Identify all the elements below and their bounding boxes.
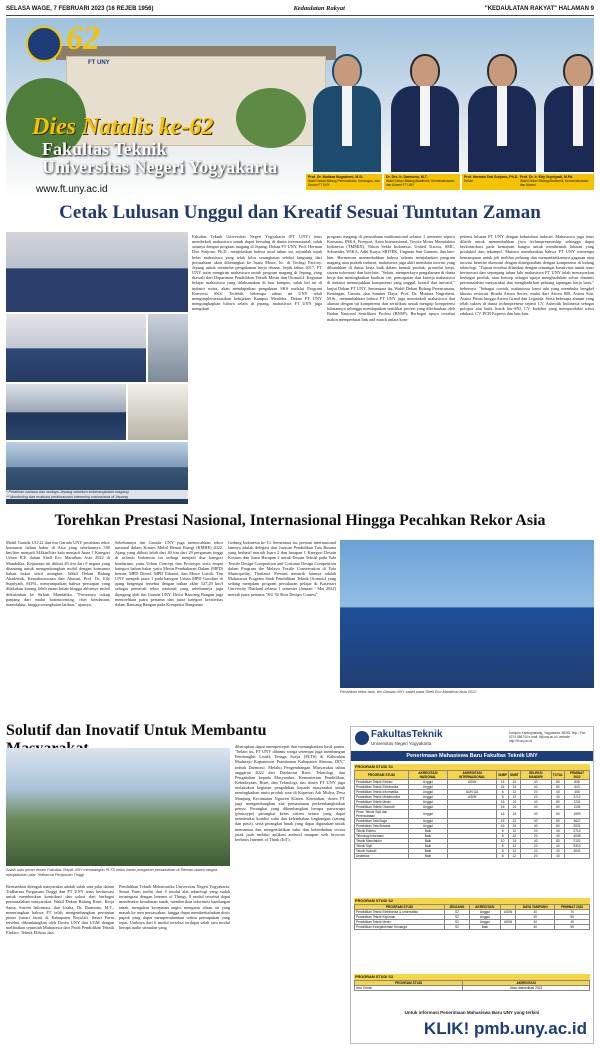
table-cell: 3712 [565, 795, 590, 800]
table-cell: 40 [520, 780, 551, 785]
ad-banner-title: Penerimaan Mahasiswa Baru Fakultas Teknik UNY [351, 751, 593, 761]
table-cell: 55 [555, 915, 590, 920]
table-cell: 40 [520, 819, 551, 824]
table-cell: 80 [551, 819, 564, 824]
table-header-cell: AKREDITASI INTERNASIONAL [448, 771, 497, 780]
table-cell: 5313 [565, 844, 590, 849]
table-header-cell: SNBP [497, 771, 509, 780]
article3-caption: Salah satu peran dosen Fakultas Teknik UNY membangun PLTS untuk bantu pengairan persawahan di Sleman dalam rangka menjalankan pilar Tridharma Perguruan Tinggi [6, 868, 218, 877]
official-caption: Dr. Drs. Ir. Darmono, M.T. Wakil Dekan Bidang Akademik, Kemahasiswaan dan Alumni FT UNY [384, 174, 460, 190]
table-cell: Teknik Industri [355, 849, 409, 854]
table-cell: 24 [509, 819, 521, 824]
page-header [6, 2, 594, 16]
table-cell: Pendidikan Teknik Mesin [355, 800, 409, 805]
table-cell: Unggul [408, 790, 448, 795]
table-cell: Arsitektur [355, 854, 409, 859]
official-portrait [391, 54, 459, 172]
pmb-link[interactable]: KLIK! pmb.uny.ac.id [423, 1019, 587, 1038]
table-cell [448, 854, 497, 859]
table-header-cell: AKREDITASI NASIONAL [408, 771, 448, 780]
table-cell: 40 [551, 854, 564, 859]
table-cell: Pendidikan Teknik Kejuruan [355, 915, 445, 920]
table-cell: 12 [509, 849, 521, 854]
table-cell: Pendidikan Tata Boga [355, 819, 409, 824]
table-cell: AUN QA [448, 790, 497, 795]
table-cell: S2 [444, 915, 469, 920]
table-cell: 49 [555, 920, 590, 925]
table-cell: Unggul [469, 910, 500, 915]
table-cell: Pendidikan Teknik Elektro [355, 780, 409, 785]
table-cell: Pendidikan Tata Busana [355, 824, 409, 829]
table-cell: ASIIN [500, 910, 516, 915]
s1-table-block [354, 764, 590, 859]
article2-col2: Sebelumnya tim Garuda UNY juga memecahkan rekor nasional dalam Kontes Mobil Hemat Energi (KMHE) 2022. Ajang yang diikuti lebih dari 40 tim dari 29 perguruan tinggi di seluruh Indonesia ini terbagi menjadi dua kategori kendaraan, yaitu Urban Concept dan Prototype serta empat kategori bahan bakar yaitu Mesin Pembakaran Dalam (MPD) bensin, MPD Diesel, MPD Ethanol, dan Motor Listrik. Tim UNY menjadi juara 1 pada kategori Urban MPD Gasoline di ajang bergengsi tersebut dengan raihan akhir 527,29 km/l sebagai pemecah rekor nasional yang sebelumnya juga dipegang oleh tim Garuda UNY. Divisi Rancang Bangun juga menorehkan juara pertama dan juara kategori kreativitas dalam Rancang Bangun pada Kompetisi Bangunan [115, 540, 223, 607]
s3-table [354, 980, 590, 991]
table-cell: 40 [520, 785, 551, 790]
table-cell: Pendidikan Teknik Informatika [355, 790, 409, 795]
faculty-name: Fakultas Teknik [42, 139, 167, 159]
table-cell: 40 [516, 910, 555, 915]
table-cell: Baik [408, 854, 448, 859]
date-line: SELASA WAGE, 7 FEBRUARI 2023 (16 REJEB 1956) [6, 5, 154, 12]
table-cell: 40 [551, 844, 564, 849]
student-photo [148, 314, 188, 382]
table-cell: 80 [551, 839, 564, 844]
official-portrait [544, 54, 594, 172]
table-cell: 20 [520, 829, 551, 834]
dies-natalis-banner [6, 18, 594, 200]
table-cell: ASIIN [448, 795, 497, 800]
table-cell: 4641 [565, 849, 590, 854]
table-cell: 55 [555, 925, 590, 930]
table-header-cell: PEMINAT 2022 [565, 771, 590, 780]
table-cell: 8 [497, 834, 509, 839]
table-cell: 40 [516, 915, 555, 920]
table-cell: Baik [408, 834, 448, 839]
table-cell: 406 [565, 790, 590, 795]
table-cell: 2931 [565, 824, 590, 829]
official-portrait [313, 54, 381, 172]
table-cell: Pendidikan Kesejahteraan Keluarga [355, 925, 445, 930]
table-cell: S2 [444, 920, 469, 925]
garuda-team-photo [340, 540, 594, 688]
table-cell: Unggul [469, 915, 500, 920]
article1-headline: Cetak Lulusan Unggul dan Kreatif Sesuai Tuntutan Zaman [59, 202, 541, 223]
article3-col3: diharapkan dapat mempercepat dan meningkatkan hasil panen. "Selain itu, FT UNY dibantu warga setempat juga membangun Pembangkit Listrik Tenaga Surya (PLTS) di Kalurahan Madurejo Kapanewon Prambanan Kabupaten Sleman, DIY," imbuh Darmono. Melalui Pengembangan Masyarakat tahun anggaran 2022 dari Direktorat Riset, Teknologi, dan Pengabdian kepada Masyarakat, Kementerian Pendidikan, Kebudayaan, Riset, dan Teknologi, tim dosen FT UNY juga melakukan kegiatan pengabdian kepada masyarakat untuk meningkatkan mutu produk sour di Koperasi Adi Mulya, Desa Manjung Kecamatan Ngawen Klaten. Kemudian, dosen FT juga mengembangkan alat pemantauan perkembangbiakan penyu. Perangkat yang dikembangkan berupa purwarupa (prototype) perangkat keras sistem sensor yang dapat mendeteksi kondisi suhu dan kelembaban lingkungan (sarang dan pasir), serta perangkat lunak yang dapat digunakan untuk memantau dan mengendalikan suhu dan kelembaban secara jarak jauh melalui aplikasi android maupun web browser berbasis Internet of Think (IoT). [235, 744, 345, 842]
table-cell: 20 [520, 854, 551, 859]
table-cell: Pendidikan Teknik Mesin [355, 920, 445, 925]
table-cell: 20 [520, 849, 551, 854]
table-header-cell: PEMINAT 2022 [555, 905, 590, 910]
table-cell: S2 [444, 910, 469, 915]
table-cell: 24 [509, 785, 521, 790]
table-cell: Teknik Sipil [355, 844, 409, 849]
article1-captions: * Pelatihan bahasa dan budaya Jepang sebelum keberangkatan magang ** Monitoring dan evaluasi pelaksanaan internship mahasiswa di Jepang [6, 490, 188, 499]
article3-headline: Solutif dan Inovatif Untuk Membantu [6, 722, 267, 739]
official-caption: Prof. Herman Dwi Surjono, Ph.D. Dekan [462, 174, 538, 190]
table-cell: 8 [497, 849, 509, 854]
table-cell: 8 [497, 844, 509, 849]
article1-col3: petensi lulusan FT UNY dengan kebutuhan industri. Mahasiswa juga terus dilatih untuk menumbuhkan jiwa technopreneurship sehingga dapat berkontribusi pada kemajuan bangsa untuk membentuk lulusan yang produktif dan tekampil. Mutiara menekankan bahwa FT UNY menempa kemampuan untuk jeli melihat peluang dan memanfaatkannya gagasan atau inovasi bernilai ekonomi dengan dintegrasikan dengan kompetensi di bidang teknologi. "Tujuan tersebut dilandasi dengan semangat kreativitas untuk terus berinovasi dan sepanjang tahun lalu mahasiswa FT UNY telah menawarkan berbagai produk, atau konsep sebagai upaya menghadirkan solusi dinamis permasalahan masyarakat dan menghadirkan peluang tapangan kerja baru," bebernya. "Sebagai contoh, mahasiswa kami ada yang membuka bengkel khusus restorasi Honda Astrea Series, mulai dari Astrea 800, Astrea Star, Astrea Prima hingga Astrea Grand dan Legenda. Serta beberapa alumni yang telah sukses di dunia technopreneur seperti CV. Asbeotik Indonesia sebagai polopor alat batik listrik ber-SNI, CV. Indobot yang memproduksi robot edukasi, CV. PCB Express dan lain-lain. [460, 234, 594, 317]
article2-headline: Torehkan Prestasi Nasional, Internasional Hingga Pecahkan Rekor Asia [54, 512, 546, 529]
table-cell: ASIIN [500, 920, 516, 925]
table-cell: 40 [520, 800, 551, 805]
article1-col2: program magang di perusahaan multinasional selama 1 semester seperti Komatsu, INKA, Freeport, Astra Internasional, Toyota Motor Manufaktur Indonesia (TMMIN), Nihon Sekki Indonesia, United Tractor, SMC, Schneider, WIKA, Adhi Karya, SRITEK, Ungaran Sari Garmen, dan lain-lain. Hermawan menambahkan bahwa selama menjalankan program magang atau praktik industri, mahasiswa juga aktif membuat inovasi yang dibutuhkan di dunia kerja baik dalam bentuk produk, prosedur kerja, sistem informasi dan lain-lain. "Selain, memperkaya pengalaman di dunia kerja dan meningkatkan kualitas ciri, pencapaian dan kinerja mahasiswa di industri menunjukkan kompetensi yang unggul, kreatif dan inovatif," lanjut Dekan FT UNY. Sementara itu, Wakil Dekan Bidang Perencanaan, Keuangan, Umum, dan Sumber Daya, Prof. Dr. Mutiara Nugraheni, M.Si., menambahkan bahwa FT UNY juga membekali mahasiswa dan alumni dengan uji kompetensi dan sertifikasi untuk menguji kompetensi lulusannya sehingga mendapatkan sertifikat profesi yang dikeluarkan oleh Badan Nasional Sertifikasi Profesi (BNSP). Berbagai upaya tersebut makin memperkuat link and match antara kom- [327, 234, 455, 322]
masthead: Kedaulatan Rakyat [293, 5, 345, 12]
plts-photo [6, 748, 230, 866]
table-cell: Unggul [408, 810, 448, 819]
banner-title: Dies Natalis ke-62 [32, 114, 214, 140]
table-cell: 16 [497, 785, 509, 790]
official-caption: Prof. Dr. Ir. Edy Supriyadi, M.Pd. Wakil Dekan Bidang Akademik, Kemahasiswaan dan Alumni [518, 174, 594, 190]
meeting-photo [128, 384, 188, 440]
table-cell: 80 [551, 780, 564, 785]
table-cell: Teknologi Informasi [355, 834, 409, 839]
classroom-photo [6, 314, 146, 382]
table-header-cell: JENJANG [444, 905, 469, 910]
article3-col1: Bermanfaat ditengah masyarakat adalah salah satu pilar dalam Tridharma Perguruan Tinggi dan FT UNY terus berinovasi untuk memberikan kontribusi dan solusi dari berbagai permasalahan masyarakat. Wakil Dekan Bidang Riset, Kerja Sama, Sistem Informasi, dan Usaha, Dr. Darmono, M.T., menerangkan bahwa FT telah mengembangkan pertanian pintar (smart farm) di Kabupaten Boyolali. Smart Farm tersebut dikembangkan oleh Dosen UNY dan UGM dengan melibatkan sejumlah Mahasiswa dari Prodi Pendidikan Teknik Elektro, Teknik Elektro dan [6, 884, 114, 936]
article2-col1: Mobil Garuda UG-22 dan tim Garuda UNY pecahkan rekor konsumsi bahan bakar di Asia yang sebelumnya 500 km/liter menjadi 544km/liter kala menjadi Juara 1 Kategori Urban ICE dalam Shell Eco Marathon Asia 2022 di Mandalika. Kejuaraan ini diikuti 49 tim dari 9 negara yang ditantang untuk mengembangkan mobil dengan konsumsi bahan bakar seirit mungkin. Wakil Dekan Bidang Akademik, Kemahasiswaan dan Alumni, Prof. Dr. Edy Supriyadi, M.Pd., menyampaikan bahwa persiapan yang dilakukan kurang lebih enam bulan hingga akhirnya mobil diikirimkan ke Sirkuit Mandalika. "Prosesnya cukup panjang dari mulai brainstorming, riset kendaraan, manufaktur, hingga serangkaian latihan," ujarnya. [6, 540, 110, 607]
table-cell: Teknik Manufaktur [355, 839, 409, 844]
table-cell: Unggul [408, 824, 448, 829]
table-cell: Teknik Elektro [355, 829, 409, 834]
table-cell: S2 [444, 925, 469, 930]
official-caption: Prof. Dr. Mutiara Nugraheni, M.Si. Wakil Dekan Bidang Perencanaan, Keuangan, dan Umum FT UNY [306, 174, 382, 190]
table-cell [500, 925, 516, 930]
article2-caption: Pecahkan rekor asia, tim Garuda UNY sabet juara Shell Eco Marathon Asia 2022 [340, 690, 477, 694]
table-cell: 20 [520, 790, 551, 795]
article1-col1: Fakultas Teknik Universitas Negeri Yogyakarta (FT UNY) terus membekali mahasiswa untuk dapat bersaing di dunia internasional, salah satunya dengan program magang di Jepang. Dekan FT UNY, Prof. Herman Dwi Surjono, Ph.D., menjelaskan bahwa awal tahun ini, sejumlah tujuh belas mahasiswa yang telah lolos serangkaian seleksi langsung dari perusahaan akan diberangkat ke Isuzu Motor, ltc. di Tochigi Factory, Jepang untuk menimba pengalaman kerja disana. Sejak tahun 2017, FT UNY rutin mengirim mahasiswa untuk program magang di Jepang, yang diawali dari Departmen Pendidikan Teknik Mesin dan Otomotif. Kegiatan belajar mahasiswa yang dilaksanakan di luar kampus, salah hal ini di industri mitra, akan mendapatkan pengakuan SKS melalui Program Konversi SKS. Terlebih, beberapa tahun ini UNY telah mengimplementasikan kebijakan Kampus Merdeka. Dekan FT UNY mengungkapkan bahwa selain di jepang, mahasiswa FT UNY juga mengikuti [192, 234, 322, 312]
table-cell: 20 [520, 795, 551, 800]
ad-logo-sub: Universitas Negeri Yogyakarta [371, 741, 432, 746]
table-cell: Ilmu Teknik [355, 986, 463, 991]
table-cell: 40 [551, 795, 564, 800]
official-portrait [468, 54, 536, 172]
table-cell: 80 [551, 785, 564, 790]
table-cell: 20 [520, 844, 551, 849]
table-cell: 40 [516, 920, 555, 925]
table-header-cell: SNBT [509, 771, 521, 780]
table-cell: 8 [497, 795, 509, 800]
table-cell: 12 [509, 829, 521, 834]
table-cell: 643 [565, 785, 590, 790]
s2-table [354, 904, 590, 930]
ad-address: Kampus Karangmalang, Yogyakarta, 55281 Telp / Fax: 0274 586734 e-mail: ft@uny.ac.id / website : http://ft.uny.ac.id [509, 731, 587, 743]
article3-col2: Pendidikan Teknik Mekatronika Universitas Negeri Yogyakarta. Smart Farm terdiri dari 6 modul alat teknologi yang sudah terintegrasi dengan Internet of Things, 8 modul tersebut dapat mendeteksi kesuburan tanah, memberikan informasi kandungan tanah, mengukur kecepatan angin, mengatur aliran air yang masuk ke area persawahan, hingga dapat memberitahukan dosis pupuk yang dapat mempertahankan waktu pemupukan yang tepat. Uniknya dari 6 modul tersebut terdapat salah satu modul berupa audio stimulan yang [119, 884, 230, 931]
table-cell: Pendidikan Teknik Mekatronika [355, 795, 409, 800]
s2-title: PROGRAM STUDI S2 [354, 898, 590, 904]
table-cell: Pendidikan Teknik Elektronika & Informatika [355, 910, 445, 915]
table-cell: 16 [497, 780, 509, 785]
table-cell: 80 [551, 810, 564, 819]
table-header-cell: AKREDITASI [469, 905, 500, 910]
table-cell: 16 [497, 824, 509, 829]
table-cell: 12 [509, 854, 521, 859]
table-cell: 8 [497, 829, 509, 834]
table-cell: 24 [509, 810, 521, 819]
table-cell: 40 [551, 849, 564, 854]
table-cell: 808 [565, 780, 590, 785]
table-cell: Pendidikan Teknik Elektronika [355, 785, 409, 790]
table-cell: 40 [520, 810, 551, 819]
website-url: www.ft.uny.ac.id [36, 184, 108, 195]
article2-col3: Gedung Indonesia ke-13. Sementara itu, prestasi internasional lainnya adalah delegasi dari Jurusan Pendidikan Tata Busana yang berhasil meraih Juara 2 dan harapan 1 Kategori Desain Kostum dan Juara Harapan 2 untuk Desain Tekstil pada Yala Textile Design Competition and Costume Design Competition dalam Program the Melayu Textile Conservation di Yala Municipality, Thailand. Prestasi menarik lainnya adalah Mahasiswa Program Studi Pendidikan Teknik Otomotif yang sedang menjalani program pertukaran pelajar di Kasetsart University Thailand selama 1 semester (Januari - Mei 2022) meraih juara pertama "KU 92 Shirt Design Contest". [228, 540, 336, 597]
table-cell: 8 [497, 790, 509, 795]
table-cell: Pendidikan Teknik Otomotif [355, 805, 409, 810]
s1-table [354, 770, 590, 859]
table-cell: 12 [509, 844, 521, 849]
university-name: Universitas Negeri Yogyakarta [42, 157, 278, 177]
table-header-cell: SELEKSI MANDIRI [520, 771, 551, 780]
anniversary-logo: 62 [66, 20, 100, 57]
banner-subtitle [42, 140, 277, 176]
table-cell: Baik [408, 844, 448, 849]
table-cell: 3627 [565, 819, 590, 824]
table-header-cell: TOTAL [551, 771, 564, 780]
table-cell: 40 [516, 925, 555, 930]
table-cell: Akan diakreditasi 2023 [463, 986, 590, 991]
table-cell: Baik [469, 925, 500, 930]
table-header-cell: PROGRAM STUDI [355, 981, 463, 986]
table-cell: Unggul [408, 800, 448, 805]
table-cell: Unggul [408, 795, 448, 800]
table-cell: 40 [520, 824, 551, 829]
table-header-cell: PROGRAM STUDI [355, 905, 445, 910]
table-cell: 40 [551, 790, 564, 795]
table-cell: Unggul [408, 805, 448, 810]
table-cell: 8 [497, 854, 509, 859]
table-cell: 4048 [565, 834, 590, 839]
table-row [355, 986, 590, 991]
table-cell: Unggul [469, 920, 500, 925]
table-cell: 1105 [565, 805, 590, 810]
table-row [355, 810, 590, 819]
s2-table-block [354, 898, 590, 930]
table-header-cell: PROGRAM STUDI [355, 771, 409, 780]
table-cell: 1599 [565, 810, 590, 819]
table-cell: 24 [509, 800, 521, 805]
table-row [355, 854, 590, 859]
table-cell: 16 [497, 810, 509, 819]
table-cell: 80 [551, 805, 564, 810]
table-cell: Pend. Teknik Sipil dan Perencanaan [355, 810, 409, 819]
table-cell: 2714 [565, 829, 590, 834]
table-cell [448, 810, 497, 819]
table-cell: Baik [408, 839, 448, 844]
table-cell: 24 [509, 805, 521, 810]
table-cell: 1231 [565, 800, 590, 805]
table-cell: 70 [555, 910, 590, 915]
table-header-cell: AKREDITASI [463, 981, 590, 986]
table-cell: Unggul [408, 785, 448, 790]
uny-logo [26, 26, 62, 62]
anniversary-logo-sub: FT UNY [88, 60, 110, 66]
table-cell: 40 [520, 805, 551, 810]
table-cell: ASIIN [448, 780, 497, 785]
table-cell: 40 [551, 834, 564, 839]
table-cell: 12 [509, 795, 521, 800]
table-cell: 80 [551, 824, 564, 829]
table-cell: Baik [408, 849, 448, 854]
table-cell: 12 [509, 790, 521, 795]
ad-info: Untuk informasi Penerimaan Mahasiswa Baru UNY yang terkini [404, 1010, 540, 1015]
table-cell: 16 [497, 800, 509, 805]
s1-title: PROGRAM STUDI S1 [354, 764, 590, 770]
table-cell: Unggul [408, 780, 448, 785]
table-cell: 20 [520, 834, 551, 839]
table-cell: 16 [497, 819, 509, 824]
table-cell: 24 [509, 839, 521, 844]
ad-logo-title: FakultasTeknik [371, 729, 443, 740]
table-cell: 2102 [565, 839, 590, 844]
table-cell: 10 [497, 839, 509, 844]
table-cell: 24 [509, 780, 521, 785]
pmb-advertisement [350, 726, 594, 1044]
table-cell: 40 [551, 829, 564, 834]
table-cell: Unggul [408, 819, 448, 824]
table-cell: Baik [408, 829, 448, 834]
table-cell: 24 [509, 824, 521, 829]
table-cell: 12 [509, 834, 521, 839]
tree [236, 88, 306, 148]
s3-title: PROGRAM STUDI S3 [354, 974, 590, 980]
table-header-cell: DAYA TAMPUNG [516, 905, 555, 910]
page-number: "KEDAULATAN RAKYAT" HALAMAN 9 [484, 5, 594, 12]
table-row [355, 925, 590, 930]
table-cell: 16 [497, 805, 509, 810]
training-photo [6, 232, 188, 312]
table-cell: 40 [520, 839, 551, 844]
uny-logo [355, 731, 369, 745]
s3-table-block [354, 974, 590, 991]
group-photo [6, 384, 126, 440]
table-cell: 80 [551, 800, 564, 805]
table-cell [565, 854, 590, 859]
